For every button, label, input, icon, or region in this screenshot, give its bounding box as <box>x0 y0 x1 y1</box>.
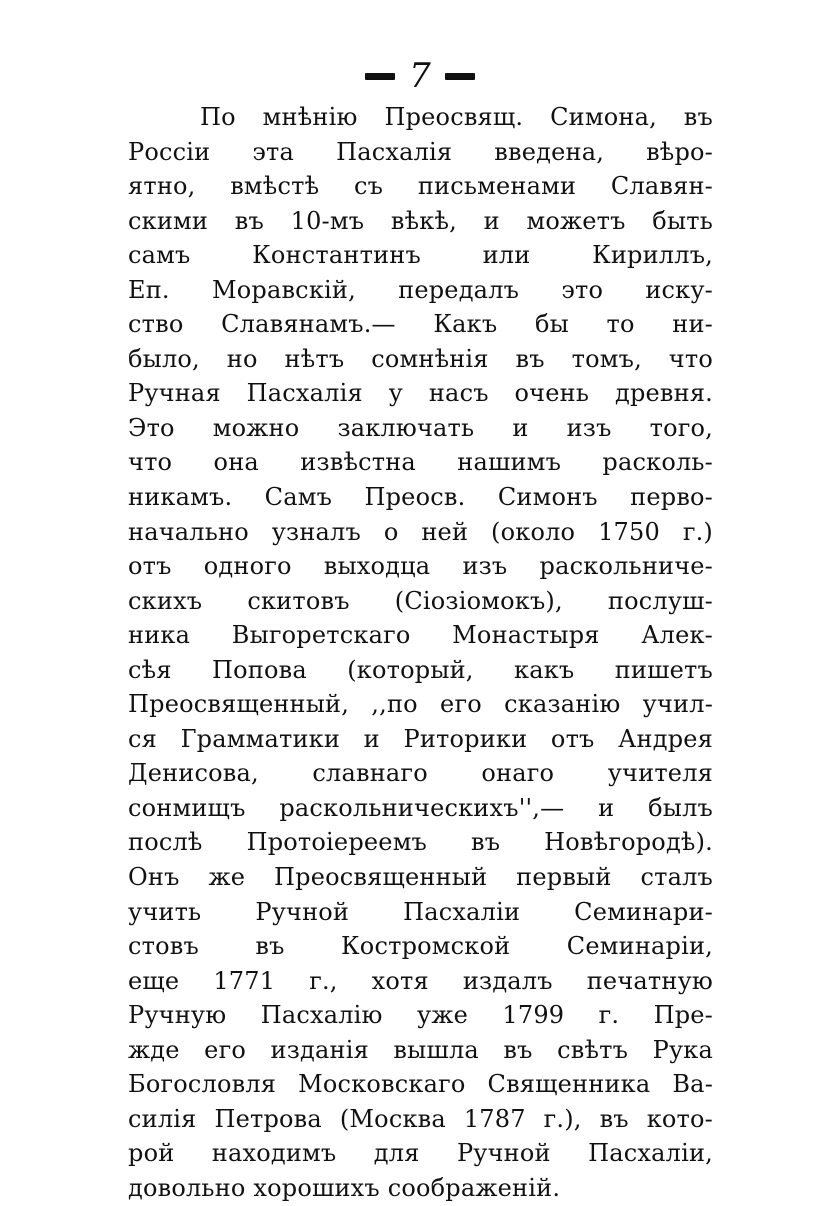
text-line: жде его изданія вышла въ свѣтъ Рука <box>128 1035 713 1064</box>
text-line: сонмищъ раскольническихъ'',— и былъ <box>128 793 713 822</box>
text-line: Денисова, славнаго онаго учителя <box>128 759 713 788</box>
text-line: Россіи эта Пасхалія введена, вѣро- <box>128 137 713 166</box>
header-dash-right <box>445 73 475 80</box>
text-line: довольно хорошихъ соображеній. <box>128 1173 561 1202</box>
text-line: сѣя Попова (который, какъ пишетъ <box>128 655 713 684</box>
page-number: 7 <box>409 56 431 96</box>
text-line: Ручную Пасхалію уже 1799 г. Пре- <box>128 1001 713 1030</box>
text-line: Это можно заключать и изъ того, <box>128 413 713 442</box>
text-line: послѣ Протоіереемъ въ Новѣгородѣ). <box>128 828 713 857</box>
page-header <box>0 56 840 96</box>
text-line: начально узналъ о ней (около 1750 г.) <box>128 517 713 546</box>
text-line: учить Ручной Пасхаліи Семинари- <box>128 897 713 926</box>
text-line: Онъ же Преосвященный первый сталъ <box>128 863 713 892</box>
text-line: Ручная Пасхалія у насъ очень древня. <box>128 379 713 408</box>
body-text <box>128 100 713 1206</box>
text-line: еще 1771 г., хотя издалъ печатную <box>128 966 713 995</box>
text-line: ятно, вмѣстѣ съ письменами Славян- <box>128 172 713 201</box>
text-line: самъ Константинъ или Кириллъ, <box>128 241 713 270</box>
text-line: что она извѣстна нашимъ расколь- <box>128 448 713 477</box>
text-line: По мнѣнію Преосвящ. Симона, въ <box>200 103 713 131</box>
text-line: никамъ. Самъ Преосв. Симонъ перво- <box>128 483 713 512</box>
text-line: ство Славянамъ.— Какъ бы то ни- <box>128 310 713 339</box>
text-line: скихъ скитовъ (Сіозіомокъ), послуш- <box>128 586 713 615</box>
text-line: ника Выгоретскаго Монастыря Алек- <box>128 621 713 650</box>
text-line: было, но нѣтъ сомнѣнія въ томъ, что <box>128 344 713 373</box>
text-line: скими въ 10-мъ вѣкѣ, и можетъ быть <box>128 206 713 235</box>
text-line: Преосвященный, ,,по его сказанію учил- <box>128 690 713 719</box>
text-line: силія Петрова (Москва 1787 г.), въ кото- <box>128 1104 713 1133</box>
text-line: отъ одного выходца изъ раскольниче- <box>128 552 713 581</box>
text-line: рой находимъ для Ручной Пасхаліи, <box>128 1139 713 1168</box>
text-line: ся Грамматики и Риторики отъ Андрея <box>128 724 713 753</box>
text-line: Богословля Московскаго Священника Ва- <box>128 1070 713 1099</box>
header-dash-left <box>365 73 395 80</box>
text-line: Еп. Моравскій, передалъ это иску- <box>128 275 713 304</box>
text-line: стовъ въ Костромской Семинаріи, <box>128 932 713 961</box>
